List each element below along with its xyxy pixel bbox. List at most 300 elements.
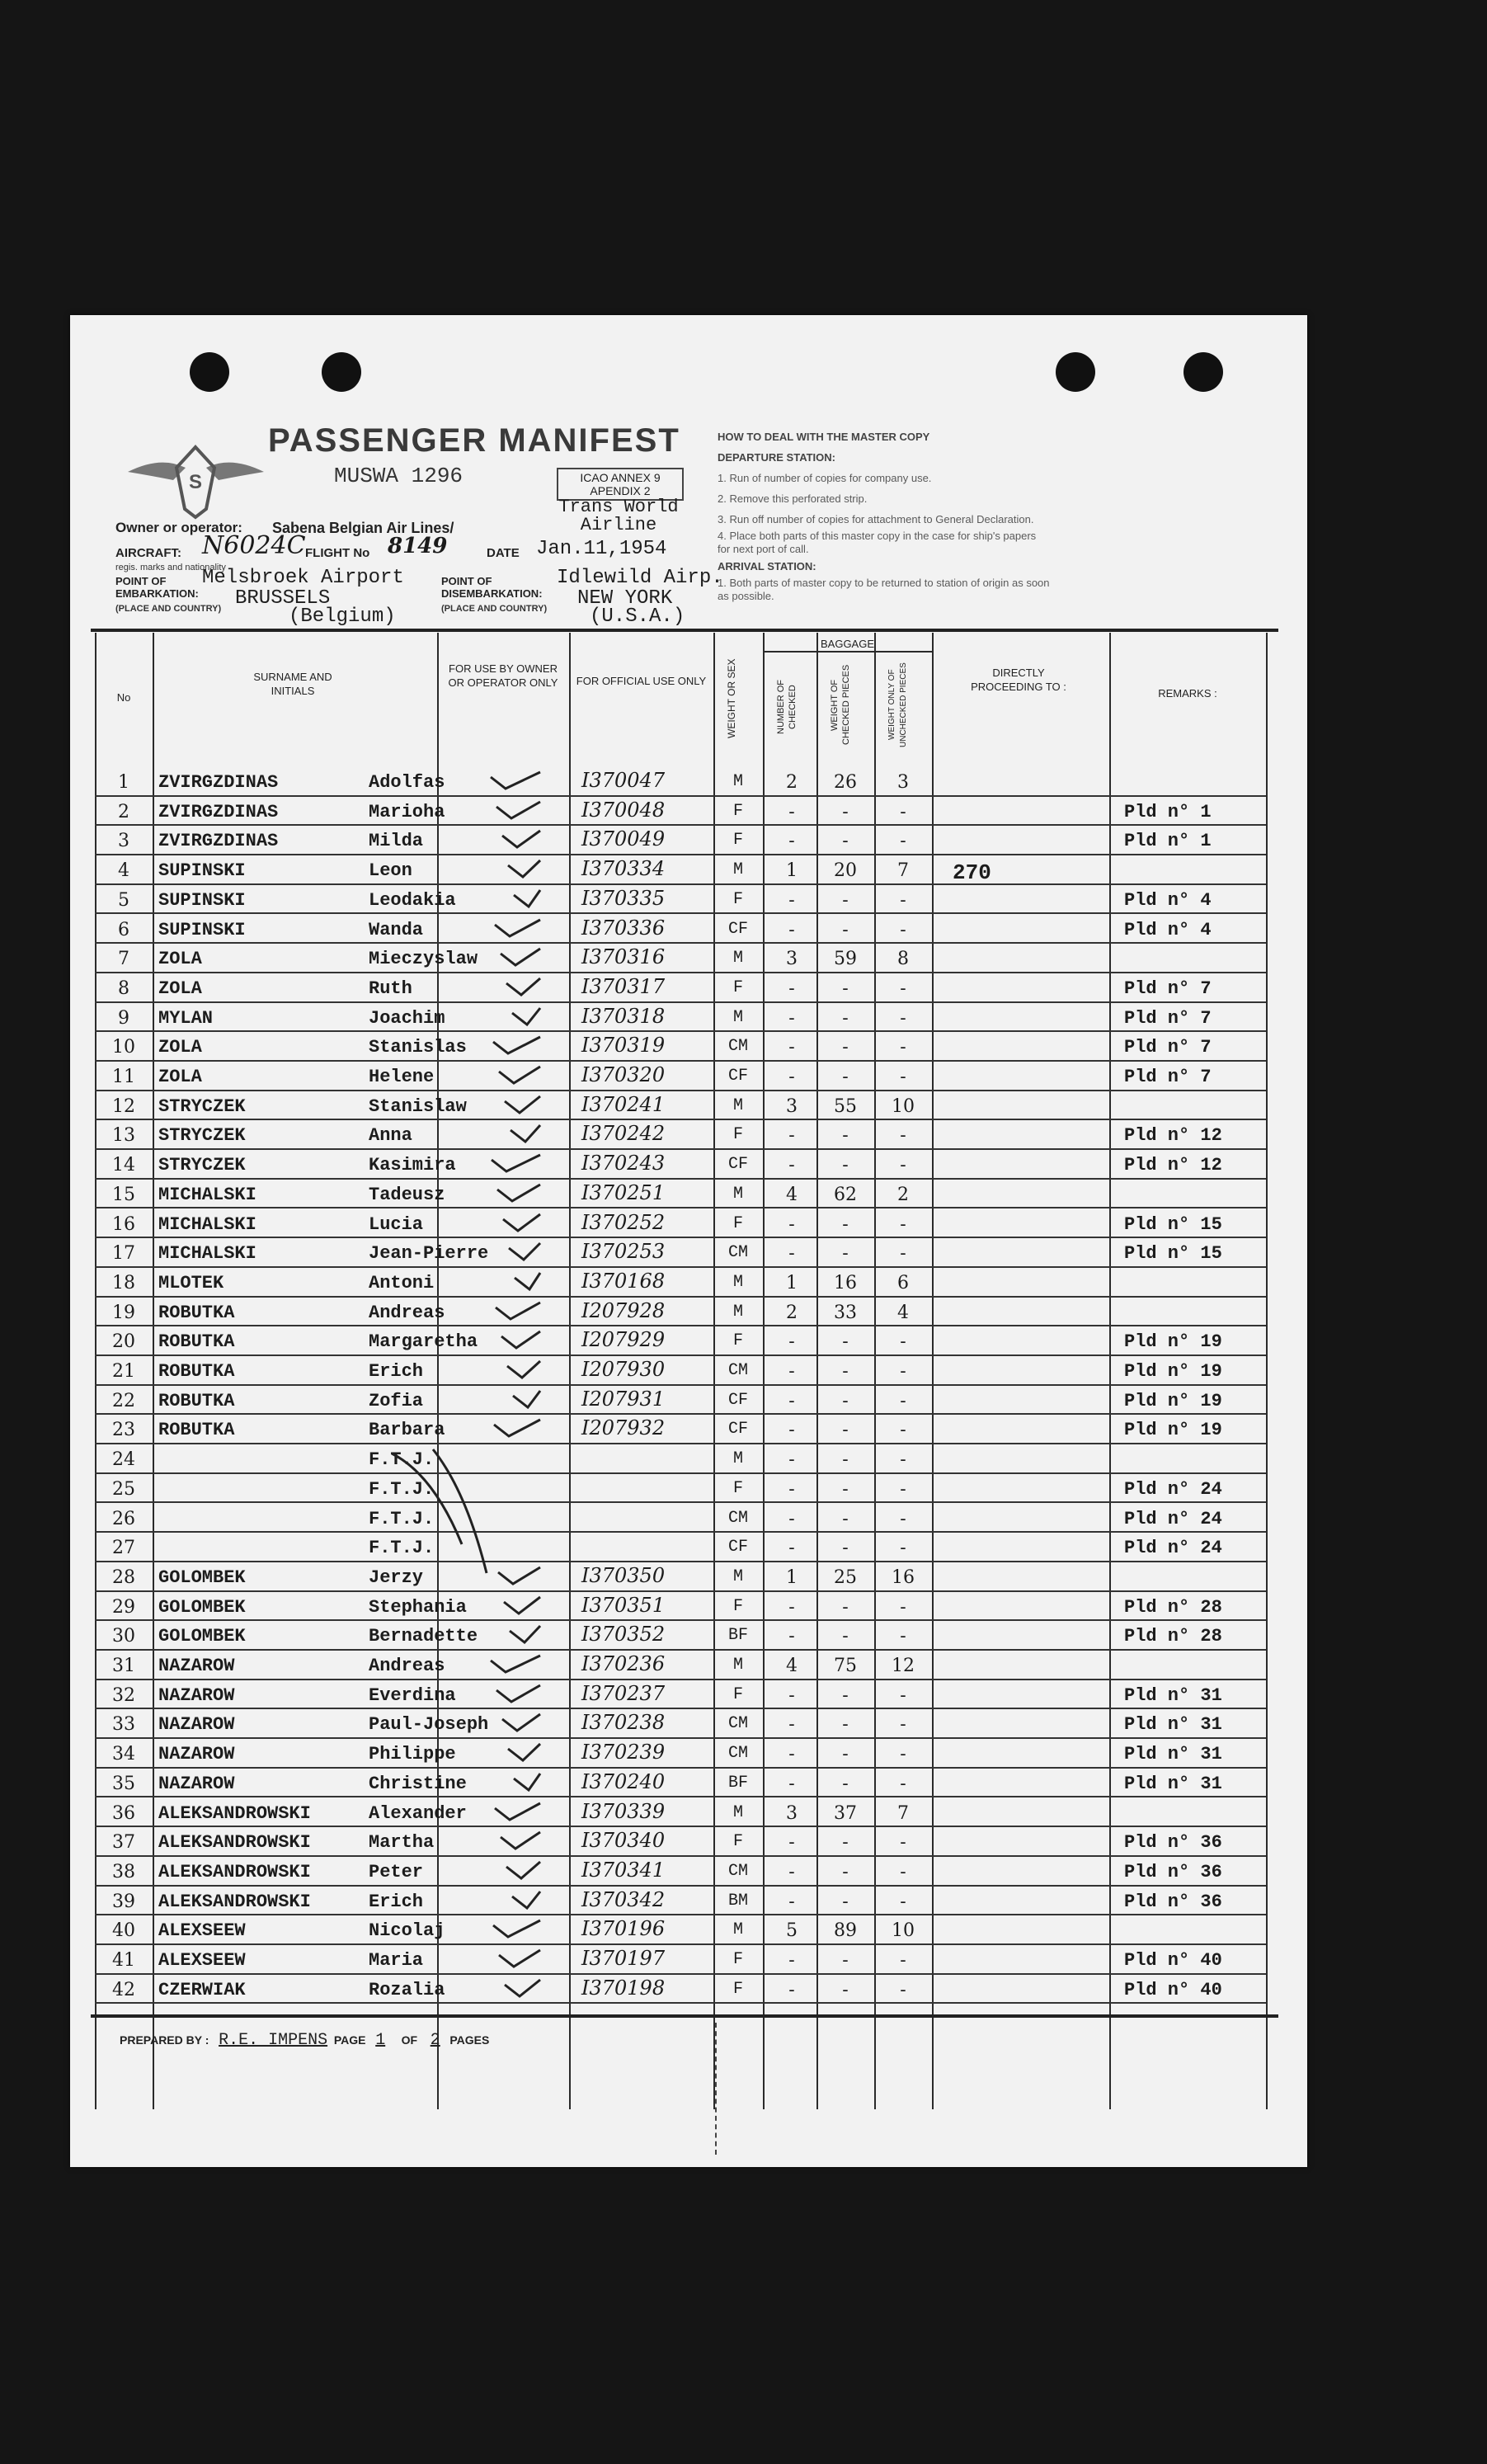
unchecked-weight: - — [900, 1861, 906, 1882]
of-label: OF — [401, 2033, 418, 2047]
given-name: Leon — [369, 860, 412, 882]
col-header-weight-sex: WEIGHT OR SEX — [726, 658, 737, 739]
checked-pieces: - — [788, 801, 795, 822]
row-number: 38 — [112, 1861, 135, 1882]
row-number: 19 — [112, 1302, 135, 1323]
surname: SUPINSKI — [158, 919, 246, 940]
official-number: I370320 — [581, 1063, 666, 1086]
punch-hole — [1183, 352, 1223, 392]
checked-pieces: 1 — [786, 1567, 798, 1588]
directly-proceeding: 270 — [953, 860, 991, 886]
remark: Pld n° 31 — [1124, 1773, 1222, 1794]
unchecked-weight: 3 — [897, 772, 909, 793]
instruction-item: 4. Place both parts of this master copy in the case for ship's papers — [718, 530, 1037, 542]
remark: Pld n° 24 — [1124, 1478, 1222, 1500]
unchecked-weight: - — [900, 1390, 906, 1411]
svg-text:S: S — [188, 471, 203, 493]
official-number: I370335 — [581, 886, 666, 910]
surname: ROBUTKA — [158, 1361, 235, 1382]
row-number: 18 — [112, 1272, 135, 1293]
given-name: Kasimira — [369, 1155, 456, 1176]
table-row — [70, 1150, 1307, 1180]
departure-station-label: DEPARTURE STATION: — [718, 451, 835, 464]
official-number: I370316 — [581, 945, 666, 969]
official-number: I370252 — [581, 1210, 666, 1234]
row-number: 20 — [112, 1331, 135, 1353]
sex: F — [732, 1331, 743, 1351]
table-row — [70, 1798, 1307, 1828]
remark: Pld n° 36 — [1124, 1861, 1222, 1882]
sex: F — [732, 1950, 743, 1969]
checkmark-icon — [441, 1091, 557, 1116]
row-number: 28 — [112, 1567, 135, 1588]
checked-weight: - — [842, 919, 849, 940]
row-number: 14 — [112, 1155, 135, 1176]
official-number: I370238 — [581, 1711, 666, 1735]
checkmark-icon — [441, 915, 557, 940]
checked-pieces: - — [788, 1213, 795, 1235]
remark: Pld n° 28 — [1124, 1626, 1222, 1647]
manifest-sheet — [70, 315, 1307, 2167]
given-name: Marioha — [369, 801, 445, 822]
table-row — [70, 1769, 1307, 1798]
official-number: I370242 — [581, 1122, 666, 1146]
sex: M — [732, 1302, 743, 1322]
unchecked-weight: - — [900, 1037, 906, 1058]
sex: M — [732, 1656, 743, 1675]
checked-pieces: - — [788, 831, 795, 852]
surname: MICHALSKI — [158, 1243, 256, 1265]
checked-pieces: - — [788, 1390, 795, 1411]
col-header-official-use: FOR OFFICIAL USE ONLY — [576, 675, 707, 687]
of-value: 2 — [430, 2031, 440, 2050]
unchecked-weight: - — [900, 1420, 906, 1441]
sex: CM — [727, 1714, 748, 1734]
table-row — [70, 1209, 1307, 1239]
embarkation-country: (Belgium) — [289, 605, 396, 628]
sex: M — [732, 1449, 743, 1469]
checked-weight: 89 — [834, 1920, 857, 1942]
unchecked-weight: - — [900, 1213, 906, 1235]
row-number: 9 — [118, 1007, 129, 1029]
surname: NAZAROW — [158, 1656, 235, 1676]
given-name: F.T.J. — [369, 1508, 435, 1529]
checked-weight: 25 — [834, 1567, 857, 1588]
table-row — [70, 1887, 1307, 1916]
surname: MLOTEK — [158, 1272, 224, 1293]
surname: SUPINSKI — [158, 860, 246, 882]
surname: NAZAROW — [158, 1744, 235, 1765]
given-name: Bernadette — [369, 1626, 478, 1647]
checked-pieces: - — [788, 1420, 795, 1441]
checked-weight: - — [842, 1125, 849, 1147]
checked-weight: - — [842, 1626, 849, 1647]
checked-pieces: - — [788, 1361, 795, 1382]
given-name: Mieczyslaw — [369, 949, 478, 970]
unchecked-weight: - — [900, 1744, 906, 1765]
table-row — [70, 885, 1307, 915]
checkmark-icon — [441, 885, 557, 910]
checked-pieces: - — [788, 1950, 795, 1971]
checked-pieces: - — [788, 1449, 795, 1471]
sex: M — [732, 772, 743, 791]
sex: F — [732, 1213, 743, 1233]
checked-weight: - — [842, 1832, 849, 1854]
row-number: 36 — [112, 1802, 135, 1824]
table-row — [70, 1356, 1307, 1386]
sex: F — [732, 1478, 743, 1498]
checked-weight: 59 — [834, 949, 857, 970]
remark: Pld n° 19 — [1124, 1361, 1222, 1382]
remark: Pld n° 1 — [1124, 831, 1212, 852]
checked-pieces: 3 — [786, 1802, 798, 1824]
table-row — [70, 826, 1307, 855]
checkmark-icon — [441, 1709, 557, 1734]
checkmark-icon — [441, 855, 557, 880]
checked-pieces: - — [788, 1331, 795, 1353]
table-row — [70, 1621, 1307, 1651]
unchecked-weight: - — [900, 1832, 906, 1854]
official-number: I370351 — [581, 1593, 666, 1617]
checked-weight: - — [842, 1243, 849, 1265]
checked-weight: - — [842, 1420, 849, 1441]
embarkation-sublabel: (PLACE AND COUNTRY) — [115, 604, 222, 614]
checked-weight: - — [842, 1478, 849, 1500]
instruction-item: for next port of call. — [718, 543, 809, 555]
table-row — [70, 1003, 1307, 1033]
remark: Pld n° 15 — [1124, 1243, 1222, 1265]
official-number: I370342 — [581, 1887, 666, 1911]
surname: MICHALSKI — [158, 1213, 256, 1235]
given-name: Everdina — [369, 1684, 456, 1706]
checked-pieces: 2 — [786, 772, 798, 793]
instruction-item: as possible. — [718, 590, 774, 602]
checked-weight: - — [842, 1067, 849, 1087]
embarkation-city: BRUSSELS — [235, 587, 331, 610]
given-name: Antoni — [369, 1272, 435, 1293]
sex: M — [732, 1184, 743, 1204]
unchecked-weight: 6 — [897, 1272, 909, 1293]
checked-weight: 20 — [834, 860, 857, 882]
embarkation-airport: Melsbroek Airport — [202, 567, 404, 589]
checked-pieces: 1 — [786, 1272, 798, 1293]
sex: CM — [727, 1744, 748, 1764]
surname: GOLOMBEK — [158, 1596, 246, 1618]
official-number: I370340 — [581, 1829, 666, 1853]
checkmark-icon — [441, 1739, 557, 1764]
remark: Pld n° 1 — [1124, 801, 1212, 822]
date-value: Jan.11,1954 — [536, 538, 667, 560]
row-number: 27 — [112, 1538, 135, 1559]
arrival-station-label: ARRIVAL STATION: — [718, 560, 816, 572]
given-name: Stanislaw — [369, 1095, 467, 1117]
table-row — [70, 1651, 1307, 1680]
unchecked-weight: - — [900, 1478, 906, 1500]
surname: ZVIRGZDINAS — [158, 831, 279, 852]
unchecked-weight: 7 — [897, 1802, 909, 1824]
table-bottom-rule — [91, 2014, 1278, 2018]
remark: Pld n° 40 — [1124, 1950, 1222, 1971]
checkmark-icon — [441, 1150, 557, 1175]
owner-label: Owner or operator: — [115, 520, 242, 535]
row-number: 33 — [112, 1714, 135, 1736]
unchecked-weight: - — [900, 919, 906, 940]
surname: ALEKSANDROWSKI — [158, 1802, 311, 1824]
table-row — [70, 1180, 1307, 1209]
unchecked-weight: - — [900, 1684, 906, 1706]
page-value: 1 — [375, 2031, 386, 2050]
checked-weight: - — [842, 801, 849, 822]
checked-weight: 37 — [834, 1802, 857, 1824]
given-name: F.T.J. — [369, 1449, 435, 1471]
sex: CM — [727, 1243, 748, 1263]
instruction-item: 2. Remove this perforated strip. — [718, 492, 868, 505]
checked-pieces: - — [788, 1714, 795, 1736]
remark: Pld n° 24 — [1124, 1508, 1222, 1529]
punch-hole — [322, 352, 361, 392]
official-number: I370048 — [581, 798, 666, 822]
given-name: Jerzy — [369, 1567, 424, 1588]
remark: Pld n° 12 — [1124, 1125, 1222, 1147]
row-number: 25 — [112, 1478, 135, 1500]
surname: MICHALSKI — [158, 1184, 256, 1205]
checkmark-icon — [441, 1915, 557, 1940]
checked-weight: 26 — [834, 772, 857, 793]
checkmark-icon — [441, 1945, 557, 1970]
remark: Pld n° 28 — [1124, 1596, 1222, 1618]
row-number: 11 — [112, 1067, 135, 1087]
given-name: Barbara — [369, 1420, 445, 1441]
row-number: 10 — [112, 1037, 135, 1058]
checked-pieces: - — [788, 1773, 795, 1794]
given-name: Philippe — [369, 1744, 456, 1765]
instructions-title: HOW TO DEAL WITH THE MASTER COPY — [718, 431, 930, 443]
given-name: Rozalia — [369, 1979, 445, 2000]
table-row — [70, 1386, 1307, 1416]
remark: Pld n° 19 — [1124, 1331, 1222, 1353]
pages-label: PAGES — [449, 2033, 490, 2047]
checked-weight: 75 — [834, 1656, 857, 1676]
sex: M — [732, 1802, 743, 1822]
col-header-remarks: REMARKS : — [1158, 687, 1217, 700]
row-number: 35 — [112, 1773, 135, 1794]
official-number: I207932 — [581, 1416, 666, 1440]
punch-hole — [190, 352, 229, 392]
table-row — [70, 1268, 1307, 1298]
table-row — [70, 1032, 1307, 1062]
checked-pieces: 4 — [786, 1184, 798, 1205]
sex: M — [732, 1272, 743, 1292]
checkmark-icon — [441, 1827, 557, 1852]
checkmark-icon — [441, 1032, 557, 1057]
checkmark-icon — [441, 1975, 557, 2000]
row-number: 5 — [118, 889, 129, 911]
table-row — [70, 1915, 1307, 1945]
instruction-item: 1. Both parts of master copy to be returned to station of origin as soon — [718, 577, 1050, 589]
row-number: 1 — [118, 772, 129, 793]
given-name: F.T.J. — [369, 1538, 435, 1559]
table-row — [70, 973, 1307, 1003]
surname: ZOLA — [158, 1037, 202, 1058]
given-name: F.T.J. — [369, 1478, 435, 1500]
row-number: 12 — [112, 1095, 135, 1117]
official-number: I207930 — [581, 1358, 666, 1381]
given-name: Paul-Joseph — [369, 1714, 489, 1736]
row-divider — [95, 2002, 1266, 2004]
remark: Pld n° 19 — [1124, 1420, 1222, 1441]
table-row — [70, 797, 1307, 827]
sex: F — [732, 978, 743, 997]
sex: M — [732, 1920, 743, 1940]
checked-pieces: 3 — [786, 949, 798, 970]
checked-weight: - — [842, 1538, 849, 1559]
official-number: I207931 — [581, 1387, 666, 1411]
table-row — [70, 855, 1307, 885]
checked-weight: - — [842, 1714, 849, 1736]
given-name: Ruth — [369, 978, 412, 999]
checked-weight: - — [842, 889, 849, 911]
given-name: Leodakia — [369, 889, 456, 911]
official-number: I370336 — [581, 916, 666, 940]
table-row — [70, 1709, 1307, 1739]
row-number: 15 — [112, 1184, 135, 1205]
surname: NAZAROW — [158, 1773, 235, 1794]
official-number: I370241 — [581, 1092, 666, 1116]
unchecked-weight: - — [900, 801, 906, 822]
table-row — [70, 1120, 1307, 1150]
surname: ALEKSANDROWSKI — [158, 1861, 311, 1882]
checked-weight: - — [842, 1007, 849, 1029]
col-header-baggage: BAGGAGE — [763, 637, 932, 653]
flight-label: FLIGHT No — [305, 546, 370, 560]
checked-pieces: - — [788, 1861, 795, 1882]
prepared-by-value: R.E. IMPENS — [219, 2031, 328, 2050]
official-number: I370236 — [581, 1652, 666, 1675]
checkmark-icon — [441, 1120, 557, 1145]
surname: NAZAROW — [158, 1714, 235, 1736]
row-number: 34 — [112, 1744, 135, 1765]
manifest-number: MUSWA 1296 — [334, 464, 464, 488]
sex: CM — [727, 1508, 748, 1528]
official-number: I370253 — [581, 1240, 666, 1264]
table-row — [70, 1415, 1307, 1444]
surname: ZOLA — [158, 1067, 202, 1087]
checkmark-icon — [441, 1887, 557, 1911]
disembarkation-airport: Idlewild Airp. — [557, 567, 723, 589]
given-name: Helene — [369, 1067, 435, 1087]
checked-weight: - — [842, 1684, 849, 1706]
checkmark-icon — [441, 1326, 557, 1351]
checked-weight: - — [842, 1773, 849, 1794]
table-row — [70, 1827, 1307, 1857]
given-name: Stephania — [369, 1596, 467, 1618]
row-number: 17 — [112, 1243, 135, 1265]
row-number: 37 — [112, 1832, 135, 1854]
sex: F — [732, 1596, 743, 1616]
sex: CM — [727, 1037, 748, 1057]
sex: M — [732, 949, 743, 968]
row-number: 2 — [118, 801, 129, 822]
table-row — [70, 1238, 1307, 1268]
official-number: I370243 — [581, 1152, 666, 1175]
table-row — [70, 1474, 1307, 1504]
checked-weight: 55 — [834, 1095, 857, 1117]
col-header-num-checked: NUMBER OF CHECKED — [776, 680, 798, 734]
checked-weight: - — [842, 1950, 849, 1971]
given-name: Christine — [369, 1773, 467, 1794]
row-number: 29 — [112, 1596, 135, 1618]
official-number: I370196 — [581, 1917, 666, 1941]
official-number: I370239 — [581, 1741, 666, 1764]
icao-annex-box: ICAO ANNEX 9 APENDIX 2 — [557, 468, 684, 501]
official-number: I370334 — [581, 857, 666, 881]
row-number: 42 — [112, 1979, 135, 2000]
unchecked-weight: - — [900, 1243, 906, 1265]
checked-weight: - — [842, 1155, 849, 1176]
surname: STRYCZEK — [158, 1125, 246, 1147]
checked-weight: 62 — [834, 1184, 857, 1205]
sex: CF — [727, 1067, 748, 1086]
form-title: PASSENGER MANIFEST — [268, 422, 680, 459]
surname: ROBUTKA — [158, 1390, 235, 1411]
sex: F — [732, 1125, 743, 1145]
checked-pieces: - — [788, 1626, 795, 1647]
remark: Pld n° 31 — [1124, 1744, 1222, 1765]
given-name: Tadeusz — [369, 1184, 445, 1205]
checkmark-icon — [441, 1238, 557, 1263]
remark: Pld n° 36 — [1124, 1832, 1222, 1854]
sex: CF — [727, 1420, 748, 1439]
instruction-item: 1. Run of number of copies for company use. — [718, 472, 932, 484]
surname: NAZAROW — [158, 1684, 235, 1706]
official-number: I370251 — [581, 1180, 666, 1204]
unchecked-weight: - — [900, 1596, 906, 1618]
checked-pieces: - — [788, 1125, 795, 1147]
table-row — [70, 1091, 1307, 1121]
table-row — [70, 1680, 1307, 1710]
checked-pieces: 3 — [786, 1095, 798, 1117]
disembarkation-label: POINT OF DISEMBARKATION: — [441, 575, 543, 600]
sex: F — [732, 1979, 743, 1999]
prepared-by-label: PREPARED BY : — [120, 2033, 209, 2047]
checkmark-icon — [441, 1621, 557, 1646]
remark: Pld n° 31 — [1124, 1714, 1222, 1736]
checkmark-icon — [441, 1356, 557, 1381]
sex: F — [732, 889, 743, 909]
checked-weight: - — [842, 1390, 849, 1411]
sex: CF — [727, 1155, 748, 1175]
checkmark-icon — [441, 1680, 557, 1705]
checked-weight: 33 — [834, 1302, 857, 1323]
checkmark-icon — [441, 944, 557, 968]
row-number: 6 — [118, 919, 129, 940]
table-row — [70, 1533, 1307, 1562]
row-number: 40 — [112, 1920, 135, 1942]
table-row — [70, 944, 1307, 973]
sex: BF — [727, 1773, 748, 1793]
checked-weight: - — [842, 1596, 849, 1618]
checked-weight: 16 — [834, 1272, 857, 1293]
checked-pieces: - — [788, 1538, 795, 1559]
unchecked-weight: - — [900, 1007, 906, 1029]
given-name: Milda — [369, 831, 424, 852]
given-name: Nicolaj — [369, 1920, 445, 1942]
ftj-strike-lines — [384, 1441, 532, 1590]
row-number: 23 — [112, 1420, 135, 1441]
checked-pieces: - — [788, 1684, 795, 1706]
row-number: 30 — [112, 1626, 135, 1647]
checkmark-icon — [441, 1415, 557, 1439]
